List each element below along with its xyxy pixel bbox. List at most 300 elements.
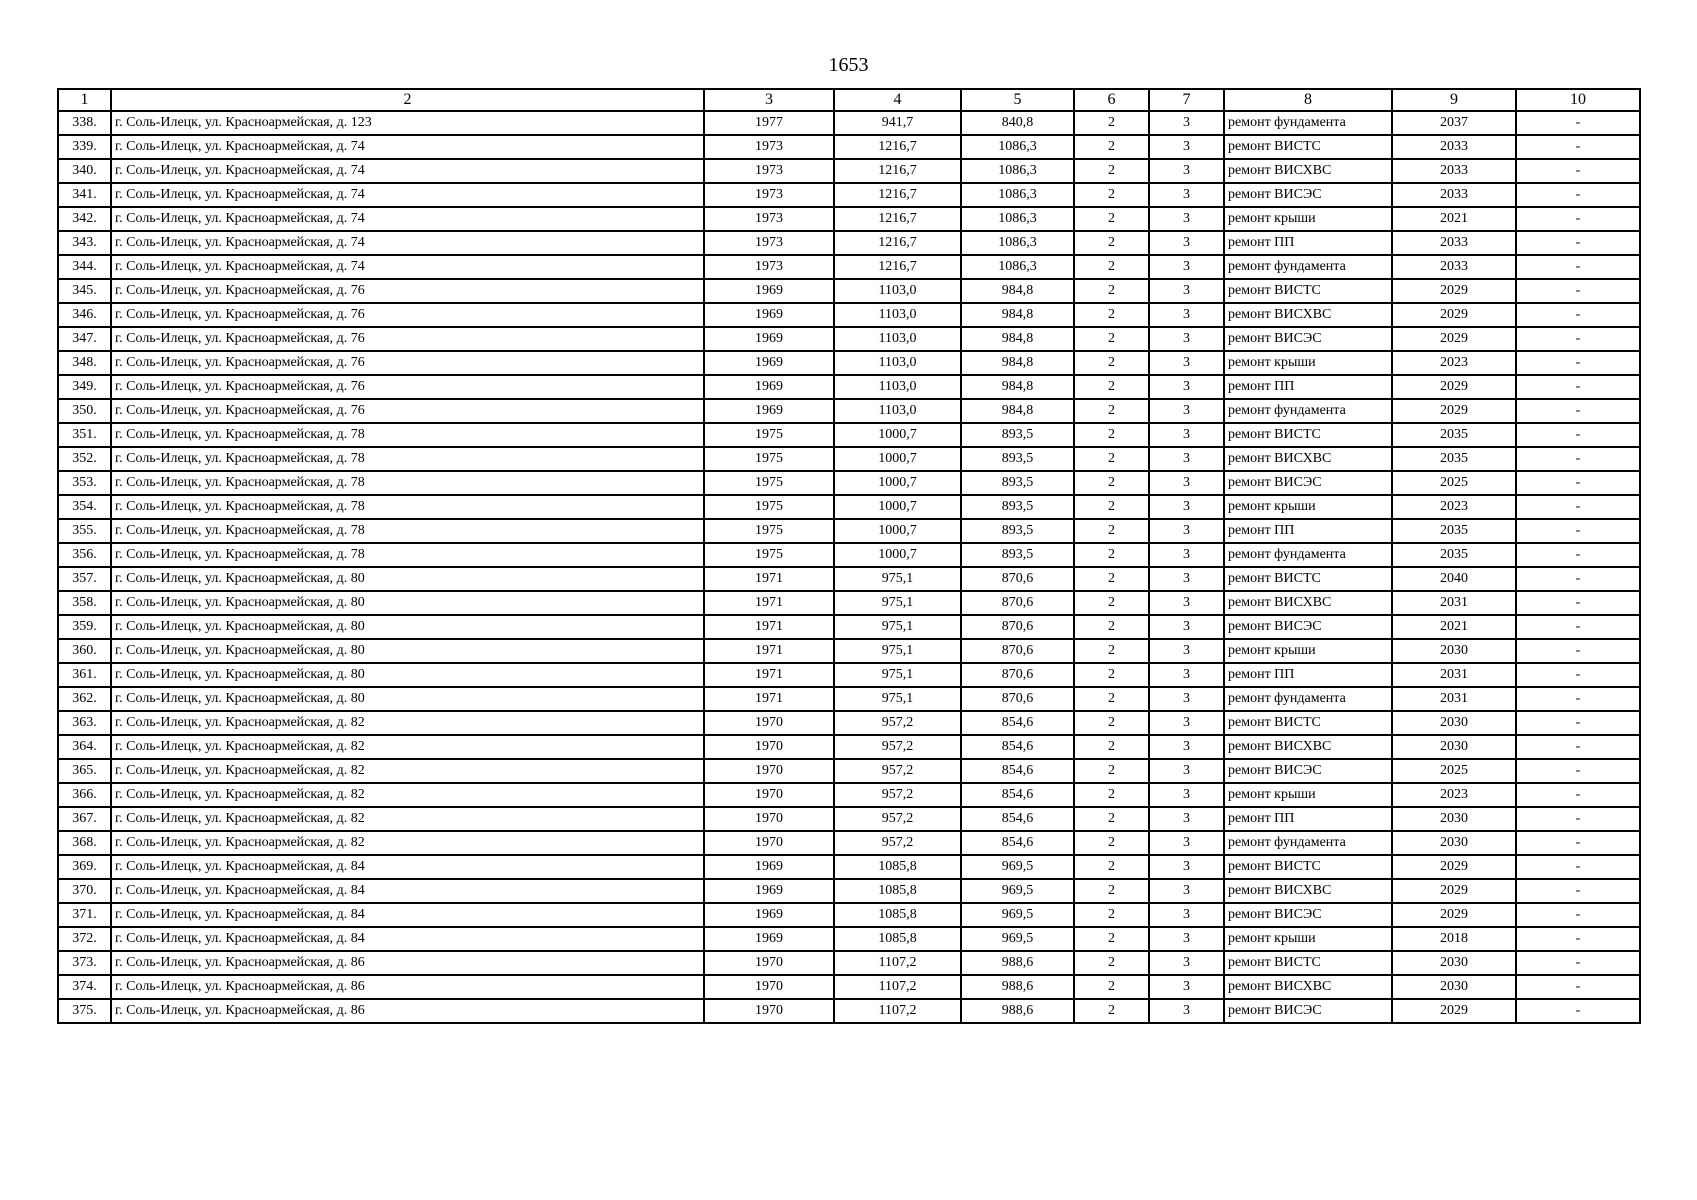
total-area-cell: 1103,0 [834,327,961,351]
total-area-cell: 1216,7 [834,207,961,231]
row-number: 359. [58,615,111,639]
work-type-cell: ремонт ПП [1224,375,1392,399]
work-type-cell: ремонт ВИСЭС [1224,999,1392,1023]
floors-cell: 2 [1074,471,1149,495]
floors-cell: 2 [1074,303,1149,327]
total-area-cell: 1000,7 [834,543,961,567]
planned-year-cell: 2025 [1392,759,1516,783]
year-cell: 1969 [704,303,834,327]
table-row [58,711,1640,735]
row-number: 358. [58,591,111,615]
floors-cell: 2 [1074,927,1149,951]
row-number: 347. [58,327,111,351]
work-type-cell: ремонт крыши [1224,783,1392,807]
entrances-cell: 3 [1149,999,1224,1023]
entrances-cell: 3 [1149,183,1224,207]
living-area-cell: 969,5 [961,879,1074,903]
entrances-cell: 3 [1149,879,1224,903]
note-cell: - [1516,231,1640,255]
address-cell: г. Соль-Илецк, ул. Красноармейская, д. 80 [111,567,704,591]
address-cell: г. Соль-Илецк, ул. Красноармейская, д. 76 [111,351,704,375]
floors-cell: 2 [1074,879,1149,903]
work-type-cell: ремонт ВИСТС [1224,951,1392,975]
planned-year-cell: 2035 [1392,423,1516,447]
row-number: 342. [58,207,111,231]
table-row [58,567,1640,591]
planned-year-cell: 2030 [1392,711,1516,735]
row-number: 348. [58,351,111,375]
entrances-cell: 3 [1149,135,1224,159]
living-area-cell: 984,8 [961,327,1074,351]
column-header-9: 9 [1392,89,1516,111]
note-cell: - [1516,447,1640,471]
address-cell: г. Соль-Илецк, ул. Красноармейская, д. 78 [111,495,704,519]
total-area-cell: 975,1 [834,567,961,591]
row-number: 352. [58,447,111,471]
planned-year-cell: 2029 [1392,399,1516,423]
living-area-cell: 893,5 [961,495,1074,519]
row-number: 344. [58,255,111,279]
entrances-cell: 3 [1149,303,1224,327]
row-number: 355. [58,519,111,543]
row-number: 339. [58,135,111,159]
note-cell: - [1516,255,1640,279]
year-cell: 1971 [704,591,834,615]
note-cell: - [1516,567,1640,591]
total-area-cell: 1085,8 [834,855,961,879]
planned-year-cell: 2033 [1392,183,1516,207]
row-number: 368. [58,831,111,855]
year-cell: 1973 [704,183,834,207]
address-cell: г. Соль-Илецк, ул. Красноармейская, д. 78 [111,471,704,495]
total-area-cell: 957,2 [834,735,961,759]
address-cell: г. Соль-Илецк, ул. Красноармейская, д. 84 [111,903,704,927]
total-area-cell: 957,2 [834,711,961,735]
note-cell: - [1516,207,1640,231]
row-number: 351. [58,423,111,447]
living-area-cell: 1086,3 [961,159,1074,183]
entrances-cell: 3 [1149,591,1224,615]
living-area-cell: 893,5 [961,543,1074,567]
address-cell: г. Соль-Илецк, ул. Красноармейская, д. 86 [111,975,704,999]
table-row [58,591,1640,615]
table-row [58,687,1640,711]
column-header-1: 1 [58,89,111,111]
year-cell: 1973 [704,159,834,183]
table-row [58,663,1640,687]
living-area-cell: 893,5 [961,471,1074,495]
address-cell: г. Соль-Илецк, ул. Красноармейская, д. 78 [111,543,704,567]
total-area-cell: 957,2 [834,759,961,783]
note-cell: - [1516,711,1640,735]
floors-cell: 2 [1074,207,1149,231]
work-type-cell: ремонт ВИСЭС [1224,615,1392,639]
address-cell: г. Соль-Илецк, ул. Красноармейская, д. 84 [111,879,704,903]
row-number: 349. [58,375,111,399]
table-row [58,831,1640,855]
row-number: 363. [58,711,111,735]
floors-cell: 2 [1074,975,1149,999]
note-cell: - [1516,111,1640,135]
address-cell: г. Соль-Илецк, ул. Красноармейская, д. 74 [111,159,704,183]
living-area-cell: 988,6 [961,975,1074,999]
address-cell: г. Соль-Илецк, ул. Красноармейская, д. 76 [111,399,704,423]
note-cell: - [1516,351,1640,375]
total-area-cell: 975,1 [834,663,961,687]
year-cell: 1970 [704,759,834,783]
total-area-cell: 1107,2 [834,999,961,1023]
planned-year-cell: 2029 [1392,279,1516,303]
year-cell: 1975 [704,543,834,567]
year-cell: 1970 [704,735,834,759]
total-area-cell: 975,1 [834,639,961,663]
note-cell: - [1516,495,1640,519]
living-area-cell: 870,6 [961,687,1074,711]
living-area-cell: 1086,3 [961,183,1074,207]
entrances-cell: 3 [1149,111,1224,135]
row-number: 350. [58,399,111,423]
address-cell: г. Соль-Илецк, ул. Красноармейская, д. 80 [111,591,704,615]
year-cell: 1969 [704,399,834,423]
column-header-8: 8 [1224,89,1392,111]
work-type-cell: ремонт фундамента [1224,255,1392,279]
floors-cell: 2 [1074,399,1149,423]
year-cell: 1975 [704,471,834,495]
year-cell: 1971 [704,639,834,663]
work-type-cell: ремонт ВИСТС [1224,855,1392,879]
floors-cell: 2 [1074,759,1149,783]
work-type-cell: ремонт крыши [1224,351,1392,375]
planned-year-cell: 2030 [1392,831,1516,855]
work-type-cell: ремонт ВИСХВС [1224,303,1392,327]
note-cell: - [1516,615,1640,639]
table-row [58,999,1640,1023]
floors-cell: 2 [1074,111,1149,135]
living-area-cell: 1086,3 [961,207,1074,231]
entrances-cell: 3 [1149,543,1224,567]
floors-cell: 2 [1074,663,1149,687]
work-type-cell: ремонт крыши [1224,639,1392,663]
table-row [58,135,1640,159]
note-cell: - [1516,591,1640,615]
living-area-cell: 893,5 [961,447,1074,471]
note-cell: - [1516,327,1640,351]
note-cell: - [1516,183,1640,207]
year-cell: 1977 [704,111,834,135]
table-row [58,471,1640,495]
entrances-cell: 3 [1149,927,1224,951]
entrances-cell: 3 [1149,255,1224,279]
living-area-cell: 893,5 [961,519,1074,543]
note-cell: - [1516,279,1640,303]
work-type-cell: ремонт фундамента [1224,543,1392,567]
note-cell: - [1516,951,1640,975]
table-row [58,207,1640,231]
entrances-cell: 3 [1149,855,1224,879]
planned-year-cell: 2029 [1392,903,1516,927]
work-type-cell: ремонт ВИСЭС [1224,183,1392,207]
living-area-cell: 984,8 [961,375,1074,399]
address-cell: г. Соль-Илецк, ул. Красноармейская, д. 82 [111,807,704,831]
floors-cell: 2 [1074,999,1149,1023]
row-number: 341. [58,183,111,207]
entrances-cell: 3 [1149,639,1224,663]
floors-cell: 2 [1074,351,1149,375]
planned-year-cell: 2037 [1392,111,1516,135]
floors-cell: 2 [1074,735,1149,759]
work-type-cell: ремонт ВИСХВС [1224,159,1392,183]
entrances-cell: 3 [1149,735,1224,759]
entrances-cell: 3 [1149,615,1224,639]
year-cell: 1970 [704,831,834,855]
living-area-cell: 870,6 [961,615,1074,639]
total-area-cell: 975,1 [834,591,961,615]
row-number: 362. [58,687,111,711]
living-area-cell: 988,6 [961,999,1074,1023]
table-row [58,399,1640,423]
row-number: 346. [58,303,111,327]
address-cell: г. Соль-Илецк, ул. Красноармейская, д. 82 [111,711,704,735]
note-cell: - [1516,543,1640,567]
year-cell: 1969 [704,327,834,351]
row-number: 367. [58,807,111,831]
entrances-cell: 3 [1149,711,1224,735]
table-row [58,111,1640,135]
column-header-3: 3 [704,89,834,111]
floors-cell: 2 [1074,855,1149,879]
floors-cell: 2 [1074,639,1149,663]
note-cell: - [1516,303,1640,327]
work-type-cell: ремонт фундамента [1224,687,1392,711]
note-cell: - [1516,783,1640,807]
entrances-cell: 3 [1149,783,1224,807]
table-row [58,159,1640,183]
table-row [58,255,1640,279]
total-area-cell: 1000,7 [834,423,961,447]
entrances-cell: 3 [1149,351,1224,375]
entrances-cell: 3 [1149,471,1224,495]
planned-year-cell: 2021 [1392,615,1516,639]
living-area-cell: 984,8 [961,279,1074,303]
year-cell: 1970 [704,999,834,1023]
planned-year-cell: 2029 [1392,375,1516,399]
table-row [58,879,1640,903]
table-row [58,303,1640,327]
floors-cell: 2 [1074,903,1149,927]
work-type-cell: ремонт ВИСХВС [1224,447,1392,471]
living-area-cell: 984,8 [961,399,1074,423]
note-cell: - [1516,639,1640,663]
planned-year-cell: 2031 [1392,591,1516,615]
column-header-6: 6 [1074,89,1149,111]
living-area-cell: 984,8 [961,303,1074,327]
note-cell: - [1516,159,1640,183]
planned-year-cell: 2029 [1392,879,1516,903]
total-area-cell: 1103,0 [834,351,961,375]
address-cell: г. Соль-Илецк, ул. Красноармейская, д. 86 [111,951,704,975]
total-area-cell: 1000,7 [834,495,961,519]
year-cell: 1970 [704,711,834,735]
floors-cell: 2 [1074,687,1149,711]
column-header-7: 7 [1149,89,1224,111]
entrances-cell: 3 [1149,663,1224,687]
living-area-cell: 870,6 [961,591,1074,615]
floors-cell: 2 [1074,783,1149,807]
total-area-cell: 1107,2 [834,975,961,999]
entrances-cell: 3 [1149,519,1224,543]
note-cell: - [1516,399,1640,423]
address-cell: г. Соль-Илецк, ул. Красноармейская, д. 78 [111,447,704,471]
row-number: 370. [58,879,111,903]
column-header-10: 10 [1516,89,1640,111]
total-area-cell: 1107,2 [834,951,961,975]
entrances-cell: 3 [1149,495,1224,519]
floors-cell: 2 [1074,327,1149,351]
floors-cell: 2 [1074,159,1149,183]
floors-cell: 2 [1074,495,1149,519]
address-cell: г. Соль-Илецк, ул. Красноармейская, д. 74 [111,231,704,255]
table-row [58,327,1640,351]
table-row [58,927,1640,951]
note-cell: - [1516,831,1640,855]
floors-cell: 2 [1074,255,1149,279]
living-area-cell: 840,8 [961,111,1074,135]
table-row [58,735,1640,759]
year-cell: 1973 [704,255,834,279]
year-cell: 1969 [704,927,834,951]
entrances-cell: 3 [1149,159,1224,183]
table-row [58,423,1640,447]
row-number: 375. [58,999,111,1023]
entrances-cell: 3 [1149,279,1224,303]
total-area-cell: 957,2 [834,831,961,855]
row-number: 343. [58,231,111,255]
table-row [58,543,1640,567]
living-area-cell: 969,5 [961,927,1074,951]
total-area-cell: 1216,7 [834,183,961,207]
work-type-cell: ремонт ПП [1224,663,1392,687]
address-cell: г. Соль-Илецк, ул. Красноармейская, д. 80 [111,687,704,711]
table-row [58,615,1640,639]
address-cell: г. Соль-Илецк, ул. Красноармейская, д. 74 [111,135,704,159]
floors-cell: 2 [1074,711,1149,735]
row-number: 338. [58,111,111,135]
entrances-cell: 3 [1149,567,1224,591]
total-area-cell: 1085,8 [834,903,961,927]
table-header [58,89,1640,111]
work-type-cell: ремонт ВИСТС [1224,423,1392,447]
table-row [58,495,1640,519]
planned-year-cell: 2040 [1392,567,1516,591]
address-cell: г. Соль-Илецк, ул. Красноармейская, д. 84 [111,855,704,879]
total-area-cell: 957,2 [834,783,961,807]
row-number: 354. [58,495,111,519]
table-row [58,231,1640,255]
note-cell: - [1516,135,1640,159]
total-area-cell: 1000,7 [834,447,961,471]
work-type-cell: ремонт ВИСХВС [1224,735,1392,759]
total-area-cell: 957,2 [834,807,961,831]
total-area-cell: 941,7 [834,111,961,135]
living-area-cell: 870,6 [961,663,1074,687]
entrances-cell: 3 [1149,327,1224,351]
floors-cell: 2 [1074,183,1149,207]
entrances-cell: 3 [1149,447,1224,471]
living-area-cell: 1086,3 [961,255,1074,279]
living-area-cell: 854,6 [961,807,1074,831]
address-cell: г. Соль-Илецк, ул. Красноармейская, д. 76 [111,327,704,351]
note-cell: - [1516,903,1640,927]
total-area-cell: 1103,0 [834,279,961,303]
planned-year-cell: 2018 [1392,927,1516,951]
planned-year-cell: 2030 [1392,951,1516,975]
planned-year-cell: 2025 [1392,471,1516,495]
table-row [58,519,1640,543]
address-cell: г. Соль-Илецк, ул. Красноармейская, д. 78 [111,519,704,543]
work-type-cell: ремонт ВИСЭС [1224,471,1392,495]
planned-year-cell: 2035 [1392,447,1516,471]
floors-cell: 2 [1074,567,1149,591]
row-number: 360. [58,639,111,663]
living-area-cell: 870,6 [961,567,1074,591]
year-cell: 1971 [704,687,834,711]
year-cell: 1970 [704,951,834,975]
column-header-2: 2 [111,89,704,111]
table-body [58,111,1640,1023]
note-cell: - [1516,471,1640,495]
note-cell: - [1516,759,1640,783]
note-cell: - [1516,927,1640,951]
planned-year-cell: 2021 [1392,207,1516,231]
floors-cell: 2 [1074,591,1149,615]
note-cell: - [1516,999,1640,1023]
planned-year-cell: 2031 [1392,687,1516,711]
living-area-cell: 969,5 [961,903,1074,927]
work-type-cell: ремонт фундамента [1224,111,1392,135]
floors-cell: 2 [1074,135,1149,159]
planned-year-cell: 2023 [1392,351,1516,375]
row-number: 361. [58,663,111,687]
year-cell: 1969 [704,279,834,303]
work-type-cell: ремонт крыши [1224,495,1392,519]
row-number: 365. [58,759,111,783]
year-cell: 1969 [704,855,834,879]
note-cell: - [1516,423,1640,447]
work-type-cell: ремонт ВИСЭС [1224,759,1392,783]
address-cell: г. Соль-Илецк, ул. Красноармейская, д. 86 [111,999,704,1023]
work-type-cell: ремонт ВИСТС [1224,567,1392,591]
row-number: 353. [58,471,111,495]
address-cell: г. Соль-Илецк, ул. Красноармейская, д. 82 [111,783,704,807]
table-row [58,279,1640,303]
entrances-cell: 3 [1149,399,1224,423]
entrances-cell: 3 [1149,375,1224,399]
entrances-cell: 3 [1149,423,1224,447]
work-type-cell: ремонт ВИСХВС [1224,879,1392,903]
planned-year-cell: 2033 [1392,159,1516,183]
work-type-cell: ремонт ВИСХВС [1224,975,1392,999]
planned-year-cell: 2029 [1392,327,1516,351]
total-area-cell: 1103,0 [834,375,961,399]
row-number: 340. [58,159,111,183]
table-row [58,855,1640,879]
year-cell: 1969 [704,351,834,375]
year-cell: 1975 [704,447,834,471]
table-row [58,375,1640,399]
entrances-cell: 3 [1149,231,1224,255]
header-row [58,89,1640,111]
total-area-cell: 1000,7 [834,519,961,543]
